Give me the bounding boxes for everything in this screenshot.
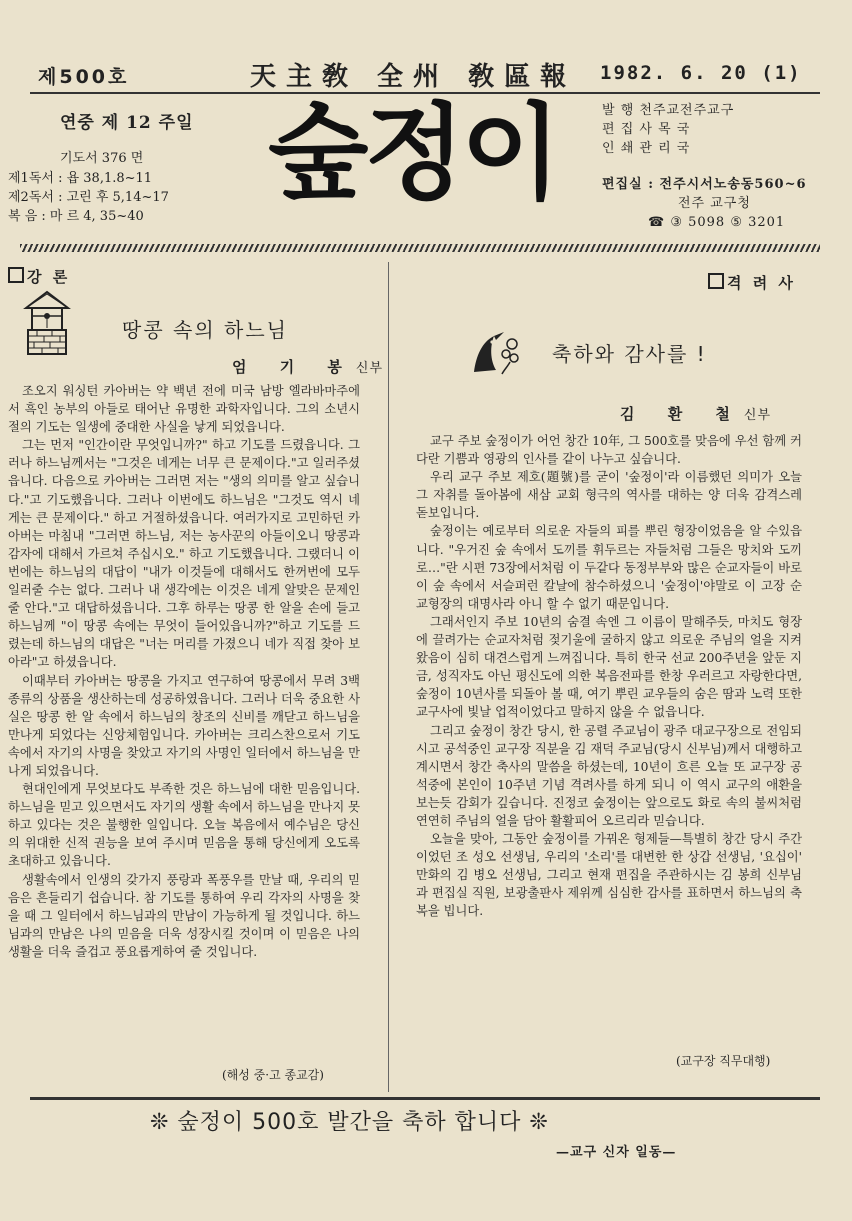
- right-section-label: 격 려 사: [708, 272, 796, 293]
- footer-rule: [30, 1097, 820, 1100]
- right-article-affiliation: (교구장 직무대행): [676, 1054, 771, 1068]
- liturgical-week: 연중 제 12 주일: [60, 113, 194, 133]
- paragraph: 숲정이는 예로부터 의로운 자들의 피를 뿌린 형장이었음을 알 수있읍니다. "우거진 숲 속에서 도끼를 휘두르는 자들처럼 그들은 망치와 도끼로…"란 시편 73장에서처럼 이 두같다 동정부부와 많은 순교자들이 바로 이 숲 속에서 서슬퍼런 칼날에 참수하셨으니 '숲정이'야말로 이 고장 순교형장의 대명사라 아니 할 수 없기 때문입니다.: [416, 524, 802, 611]
- left-article-author: 엄 기 봉신부: [232, 358, 384, 376]
- paragraph: 그리고 숲정이 창간 당시, 한 공렬 주교님이 광주 대교구장으로 전임되시고 공석중인 교구장 직분을 김 재덕 주교님(당시 신부님)께서 대행하고 계시면서 창간 축사의 말씀을 하셨는데, 10년이 흐른 오늘 또 교구장 공석중에 본인이 10주년 기념 격려사를 하게 되니 이 역시 교구의 애환을 보는듯 감회가 깊습니다. 진정코 숲정이는 앞으로도 화로 속의 불씨처럼 연연히 주님의 얼을 담아 활활피어 오르리라 믿습니다.: [416, 723, 802, 828]
- editorial-office-phone: ☎ ③ 5098 ⑤ 3201: [648, 215, 786, 230]
- paragraph: 우리 교구 주보 제호(題號)를 굳이 '숲정이'라 이름했던 의미가 오늘 그 자취를 돌아봄에 새삼 교회 형극의 역사를 대하는 양 더욱 감격스레 돋보입니다.: [416, 470, 802, 521]
- paragraph: 현대인에게 무엇보다도 부족한 것은 하느님에 대한 믿음입니다. 하느님을 믿고 있으면서도 자기의 생활 속에서 하느님을 만나지 못하고 있다는 것은 불행한 일입니다. 오늘 복음에서 예수님은 당신의 위대한 신적 권능을 보여 주시며 믿음을 통해 당신에게 오도록 초대하고 있읍니다.: [8, 782, 360, 869]
- paragraph: 그는 먼저 "인간이란 무엇입니까?" 하고 기도를 드렸읍니다. 그러나 하느님께서는 "그것은 네게는 너무 큰 문제이다."고 일러주셨읍니다. 다음으로 카아버는 그러면 저는 "생의 의미를 알고 싶습니다."고 기도했읍니다. 그러나 이번에도 하느님은 "그것도 역시 네게는 큰 문제이다." 하고 거절하셨읍니다. 여러가지로 고민하던 카아버는 마침내 "그러면 하느님, 저는 농사꾼의 아들이오니 땅콩과 감자에 대해서 가르쳐 주십시오." 하고 기도했읍니다. 그랬더니 이번에는 하느님의 대답이 "내가 이것들에 대해서도 한꺼번에 모두 일러줄 수는 없다. 그러나 내 생각에는 이것은 네게 알맞은 문제인 줄 안다."고 대답하셨읍니다. 그후 하루는 땅콩 한 알을 손에 들고 하느님께 "이 땅콩 속에는 무엇이 들어있읍니까?"하고 기도를 드렸는데 하느님의 대답은 "너는 머리를 가졌으니 네가 직접 찾아 보아라"고 하셨읍니다.: [8, 438, 360, 670]
- paragraph: 조오지 워싱턴 카아버는 약 백년 전에 미국 남방 엘라바마주에서 흑인 농부의 아들로 태어난 유명한 과학자입니다. 그의 소년시절의 기도는 일생에 중대한 사실을 낳게 되었읍니다.: [8, 384, 360, 435]
- paragraph: 오늘을 맞아, 그동안 숲정이를 가꿔온 형제들—특별히 창간 당시 주간이었던 조 성오 선생님, 우리의 '소리'를 대변한 한 상갑 선생님, '요십이' 만화의 김 병오 선생님, 그리고 현재 편집을 주관하시는 김 봉희 신부님과 편집실 직원, 보광출판사 제위께 심심한 감사를 표하면서 하느님의 축복을 빕니다.: [416, 832, 802, 919]
- paragraph: 이때부터 카아버는 땅콩을 가지고 연구하여 땅콩에서 무려 3백 종류의 상품을 생산하는데 성공하였읍니다. 그러나 더욱 중요한 사실은 땅콩 한 알 속에서 하느님의 창조의 신비를 깨닫고 하느님을 만나게 되었다는 신앙체험입니다. 카아버는 크리스찬으로서 기도 속에서 자기의 사명을 찾았고 자기의 사명인 일터에서 하느님을 만나게 되었읍니다.: [8, 673, 360, 778]
- publisher-line: 발 행 천주교전주교구: [602, 103, 735, 118]
- gospel-reading: 복 음 : 마 르 4, 35~40: [8, 209, 144, 224]
- left-article-body: [8, 382, 360, 961]
- bird-flower-illustration: [468, 320, 524, 376]
- left-article-affiliation: (해성 중·고 종교감): [222, 1068, 324, 1082]
- right-article-title: 축하와 감사를 !: [552, 342, 707, 366]
- left-section-label: 강 론: [8, 266, 70, 287]
- issue-number: 제500호: [38, 66, 130, 88]
- organization-name: 天主敎 全州 敎區報: [250, 62, 577, 92]
- banner-signoff: —교구 신자 일동—: [556, 1145, 677, 1160]
- printer-line: 인 쇄 관 리 국: [602, 141, 691, 156]
- column-divider: [388, 262, 389, 1092]
- masthead-divider: [20, 244, 820, 252]
- right-article-body: [416, 432, 802, 921]
- editorial-office-name: 전주 교구청: [678, 196, 751, 211]
- issue-date: 1982. 6. 20 (1): [600, 62, 802, 84]
- masthead-title: 숲정이: [268, 92, 558, 214]
- celebration-banner: ❊ 숲정이 500호 발간을 축하 합니다 ❊: [150, 1110, 549, 1135]
- well-illustration: [22, 290, 72, 358]
- paragraph: 생활속에서 인생의 갖가지 풍랑과 폭풍우를 만날 때, 우리의 믿음은 흔들리기 쉽습니다. 참 기도를 통하여 우리 각자의 사명을 찾을 때 그 일터에서 하느님과의 만남이 가능하게 될 것입니다. 하느님과의 만남은 나의 믿음을 더욱 성장시킬 것이며 이 믿음은 나의 생활을 더욱 즐겁고 풍요롭게하여 줄 것입니다.: [8, 872, 360, 959]
- second-reading: 제2독서 : 고린 후 5,14~17: [8, 190, 169, 205]
- editor-line: 편 집 사 목 국: [602, 122, 691, 137]
- left-article-title: 땅콩 속의 하느님: [122, 318, 288, 342]
- section-box-icon: [708, 273, 724, 289]
- paragraph: 그래서인지 주보 10년의 숨결 속엔 그 이름이 말해주듯, 마치도 형장에 끌려가는 순교자처럼 젖기울에 굴하지 않고 의로운 주님의 얼을 지켜왔음이 심히 대견스럽게 느껴집니다. 특히 한국 선교 200주년을 앞둔 지금, 성직자도 아닌 평신도에 의한 복음전파를 한창 우러르고 자랑한다면, 숲정이 10년사를 되돌아 볼 때, 여기 뿌린 교우들의 숨은 땀과 노력 또한 교구사에 빛날 업적이었다고 말하지 않을 수 없읍니다.: [416, 614, 802, 720]
- prayer-book-ref: 기도서 376 면: [60, 151, 144, 166]
- right-article-author: 김 환 철신부: [620, 405, 772, 423]
- first-reading: 제1독서 : 욥 38,1.8~11: [8, 171, 153, 186]
- editorial-office-address: 편집실 : 전주시서노송동560~6: [602, 177, 807, 192]
- section-box-icon: [8, 267, 24, 283]
- paragraph: 교구 주보 숲정이가 어언 창간 10年, 그 500호를 맞음에 우선 함께 커다란 기쁨과 영광의 인사를 같이 나누고 싶습니다.: [416, 434, 802, 467]
